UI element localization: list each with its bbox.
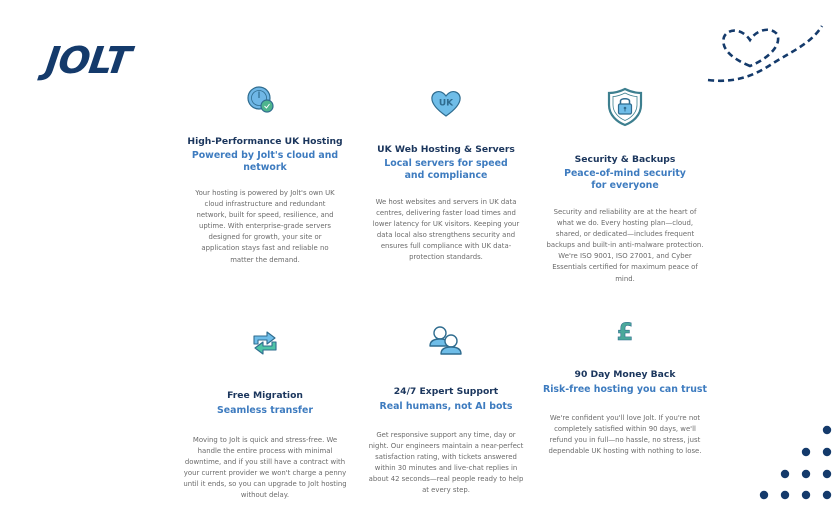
feature-subtitle: Peace-of-mind security for everyone (564, 168, 686, 191)
feature-description: We host websites and servers in UK data centres, delivering faster load times and lower latency for UK visitors. Keeping your data local also strengthens security and ensures full compliance with UK data-protection standards. (372, 198, 520, 262)
feature-subtitle: Powered by Jolt's cloud and network (191, 150, 339, 173)
feature-title: High-Performance UK Hosting (187, 136, 343, 147)
feature-card-security (535, 86, 715, 285)
feature-description: We're confident you'll love Jolt. If you're not completely satisfied within 90 days, we'll refund you in full—no hassle, no stress, just dependable UK hosting with nothing to lose. (548, 414, 702, 456)
shield-lock-icon (607, 87, 643, 127)
feature-subtitle: Real humans, not AI bots (379, 401, 513, 412)
feature-title: Free Migration (227, 390, 303, 401)
feature-title: UK Web Hosting & Servers (377, 144, 515, 155)
support-people-icon (428, 324, 464, 356)
feature-subtitle: Local servers for speed and compliance (384, 158, 508, 181)
feature-title: 24/7 Expert Support (393, 386, 499, 397)
feature-card-money-back (535, 318, 715, 457)
migration-arrows-icon (250, 328, 280, 358)
dot-grid-decoration (752, 422, 838, 502)
feature-card-support (356, 323, 536, 497)
feature-card-migration (175, 327, 355, 502)
feature-subtitle: Risk-free hosting you can trust (542, 384, 707, 395)
feature-description: Your hosting is powered by Jolt's own UK cloud infrastructure and redundant network, built for speed, resilience, and uptime. With enterprise-grade servers designed for growth, your site or application stays fast and reliable no matter the demand. (195, 189, 335, 264)
feature-subtitle: Seamless transfer (217, 405, 313, 416)
jolt-logo[interactable]: JOLT (42, 39, 133, 82)
feature-card-performance (175, 84, 355, 266)
feature-description: Moving to Jolt is quick and stress-free. We handle the entire process with minimal downtime, and if you still have a contract with your current provider we won't charge a penny until it ends, so you can upgrade to Jolt hosting without delay. (183, 436, 347, 500)
dashed-heart-decoration (700, 22, 830, 92)
uk-heart-icon (430, 89, 462, 119)
feature-title: 90 Day Money Back (574, 369, 676, 380)
feature-description: Security and reliability are at the heart of what we do. Every hosting plan—cloud, shared, or dedicated—includes frequent backups and built-in anti-malware protection. We're ISO 9001, ISO 27001, and Cyber Essentials certified for maximum peace of mind. (546, 208, 704, 283)
feature-title: Security & Backups (574, 154, 676, 165)
feature-card-uk-hosting (356, 88, 536, 264)
pound-sign-icon: £ (616, 318, 634, 346)
speedometer-icon (246, 85, 276, 115)
svg-text:UK: UK (438, 98, 454, 109)
feature-description: Get responsive support any time, day or night. Our engineers maintain a near-perfect satisfaction rating, with tickets answered within 30 minutes and live-chat replies in about 42 seconds—real people ready to help at every step. (368, 431, 524, 495)
